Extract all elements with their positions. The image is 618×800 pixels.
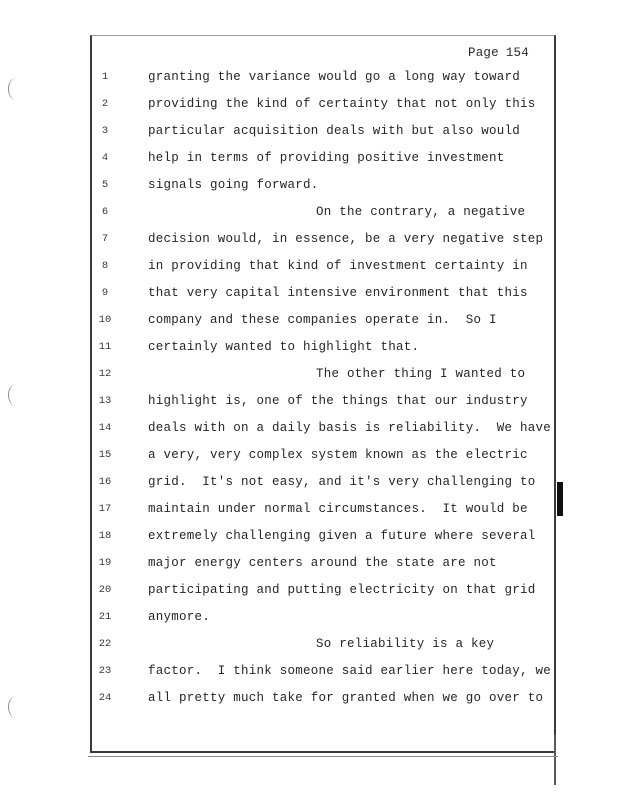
transcript-line: major energy centers around the state are not	[148, 556, 497, 570]
line-number: 8	[101, 260, 109, 272]
frame-bottom-rule	[88, 756, 558, 757]
transcript-line: extremely challenging given a future where several	[148, 529, 536, 543]
line-number: 10	[98, 314, 112, 326]
line-number: 21	[98, 611, 112, 623]
binder-hole-mark	[8, 696, 23, 718]
line-number: 9	[101, 287, 109, 299]
transcript-line: providing the kind of certainty that not only this	[148, 97, 536, 111]
line-number: 18	[98, 530, 112, 542]
transcript-line: participating and putting electricity on that grid	[148, 583, 536, 597]
line-number: 13	[98, 395, 112, 407]
line-number: 24	[98, 692, 112, 704]
line-number: 4	[101, 152, 109, 164]
page-number: 154	[505, 46, 529, 60]
transcript-line: in providing that kind of investment certainty in	[148, 259, 528, 273]
line-number: 17	[98, 503, 112, 515]
line-number: 2	[101, 98, 109, 110]
line-number: 23	[98, 665, 112, 677]
transcript-line: particular acquisition deals with but also would	[148, 124, 521, 138]
transcript-line: a very, very complex system known as the electric	[148, 448, 528, 462]
transcript-line: granting the variance would go a long way toward	[148, 70, 521, 84]
line-number: 7	[101, 233, 109, 245]
transcript-line: signals going forward.	[148, 178, 319, 192]
transcript-line: company and these companies operate in. So I	[148, 313, 497, 327]
frame-edge-line	[554, 735, 556, 785]
line-number: 5	[101, 179, 109, 191]
line-number: 1	[101, 71, 109, 83]
line-number: 3	[101, 125, 109, 137]
line-number: 16	[98, 476, 112, 488]
line-number: 19	[98, 557, 112, 569]
margin-bar-mark	[557, 482, 563, 516]
line-number: 20	[98, 584, 112, 596]
binder-hole-mark	[8, 78, 23, 100]
line-number: 22	[98, 638, 112, 650]
line-number: 6	[101, 206, 109, 218]
transcript-line: deals with on a daily basis is reliability. We have	[148, 421, 552, 435]
transcript-line: grid. It's not easy, and it's very challenging to	[148, 475, 536, 489]
page-number-header	[468, 46, 550, 60]
transcript-line: that very capital intensive environment that this	[148, 286, 528, 300]
transcript-line: certainly wanted to highlight that.	[148, 340, 420, 354]
line-number: 14	[98, 422, 112, 434]
transcript-line: So reliability is a key	[316, 637, 495, 651]
transcript-line: anymore.	[148, 610, 211, 624]
line-number: 11	[98, 341, 112, 353]
transcript-line: highlight is, one of the things that our industry	[148, 394, 528, 408]
line-number: 15	[98, 449, 112, 461]
transcript-line: The other thing I wanted to	[316, 367, 526, 381]
transcript-line: maintain under normal circumstances. It would be	[148, 502, 528, 516]
transcript-line: decision would, in essence, be a very negative step	[148, 232, 544, 246]
binder-hole-mark	[8, 384, 23, 406]
transcript-line: On the contrary, a negative	[316, 205, 526, 219]
transcript-line: factor. I think someone said earlier here today, we	[148, 664, 552, 678]
line-number: 12	[98, 368, 112, 380]
transcript-line: all pretty much take for granted when we go over to	[148, 691, 544, 705]
page-label: Page	[468, 46, 499, 60]
transcript-line: help in terms of providing positive investment	[148, 151, 505, 165]
